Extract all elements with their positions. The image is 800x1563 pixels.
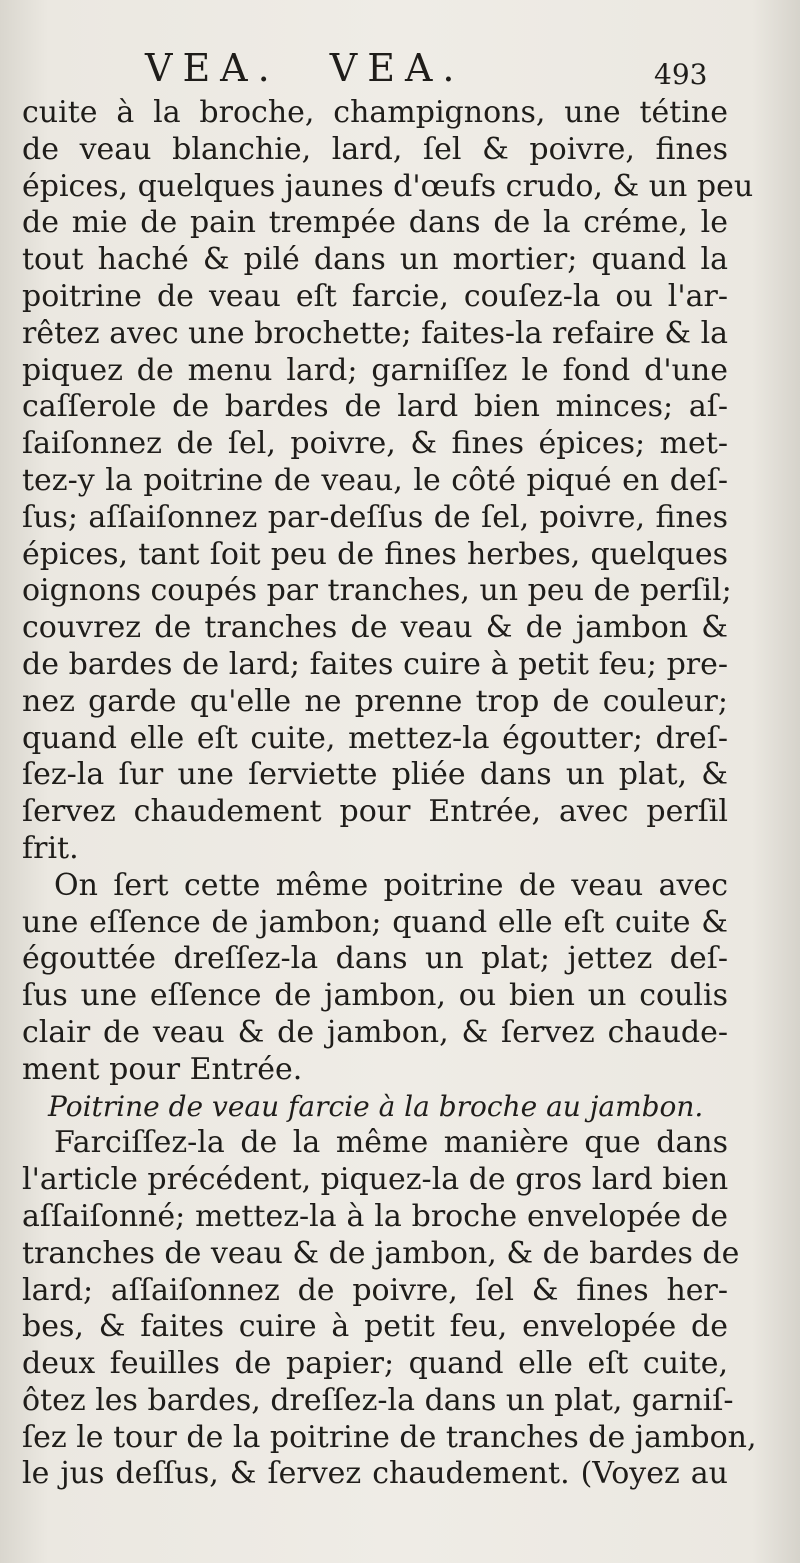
text-line: bes, & faites cuire à petit feu, envelopée de [22, 1309, 728, 1345]
text-line: On ſert cette même poitrine de veau avec [54, 867, 728, 903]
text-line: aſſaiſonné; mettez-la à la broche envelopée de [22, 1198, 728, 1234]
text-line: lard; aſſaiſonnez de poivre, ſel & fines her- [22, 1272, 728, 1308]
text-line: tout haché & pilé dans un mortier; quand la [22, 242, 728, 278]
text-line: couvrez de tranches de veau & de jambon & [22, 610, 728, 646]
text-line: tez-y la poitrine de veau, le côté piqué en deſ- [22, 462, 728, 498]
text-line: égouttée dreſſez-la dans un plat; jettez deſ- [22, 941, 728, 977]
paragraph-3 [22, 1125, 757, 1493]
text-line: épices, quelques jaunes d'œufs crudo, & un peu [22, 168, 754, 204]
text-line: le jus deſſus, & ſervez chaudement. (Voyez au [22, 1456, 728, 1492]
section-subheading: Poitrine de veau farcie à la broche au jambon. [48, 1089, 704, 1123]
text-line: une eſſence de jambon; quand elle eſt cuite & [22, 904, 728, 940]
text-line: tranches de veau & de jambon, & de bardes de [22, 1235, 740, 1271]
text-line: ſez le tour de la poitrine de tranches de jambon, [22, 1419, 757, 1455]
text-line: oignons coupés par tranches, un peu de perſil; [22, 573, 732, 609]
paragraph-2 [22, 868, 728, 1089]
text-line: ôtez les bardes, dreſſez-la dans un plat, garniſ- [22, 1382, 734, 1418]
text-line: deux feuilles de papier; quand elle eſt cuite, [22, 1346, 728, 1382]
text-line: ſus; aſſaiſonnez par-deſſus de ſel, poivre, fines [22, 499, 728, 535]
text-line: épices, tant ſoit peu de fines herbes, quelques [22, 536, 728, 572]
text-line: cuite à la broche, champignons, une tétine [22, 95, 728, 130]
page-header [0, 46, 800, 102]
text-line: nez garde qu'elle ne prenne trop de couleur; [22, 683, 728, 719]
text-line: caſſerole de bardes de lard bien minces; aſ- [22, 389, 728, 425]
text-line: de bardes de lard; faites cuire à petit feu; pre- [22, 646, 728, 682]
running-head: VEA. VEA. [145, 46, 465, 90]
text-line: frit. [22, 830, 79, 866]
text-line: Farciſſez-la de la même manière que dans [54, 1125, 728, 1161]
paragraph-1 [22, 95, 754, 868]
text-line: ſaiſonnez de ſel, poivre, & fines épices; met- [22, 426, 728, 462]
body-text [22, 95, 757, 1493]
text-line: quand elle eſt cuite, mettez-la égoutter; dreſ- [22, 720, 728, 756]
text-line: ſus une eſſence de jambon, ou bien un coulis [22, 978, 728, 1014]
text-line: l'article précédent, piquez-la de gros lard bien [22, 1162, 729, 1198]
text-line: de veau blanchie, lard, ſel & poivre, fines [22, 131, 728, 167]
page-number: 493 [654, 58, 708, 91]
text-line: ſervez chaudement pour Entrée, avec perſil [22, 794, 728, 830]
text-line: piquez de menu lard; garniſſez le fond d'une [22, 352, 728, 388]
text-line: clair de veau & de jambon, & ſervez chaude- [22, 1014, 728, 1050]
text-line: rêtez avec une brochette; faites-la refaire & la [22, 315, 729, 351]
text-line: poitrine de veau eſt farcie, couſez-la ou l'ar- [22, 278, 728, 314]
text-line: ſez-la ſur une ſerviette pliée dans un plat, & [22, 757, 728, 793]
text-line: de mie de pain trempée dans de la créme, le [22, 205, 728, 241]
text-line: ment pour Entrée. [22, 1051, 303, 1087]
